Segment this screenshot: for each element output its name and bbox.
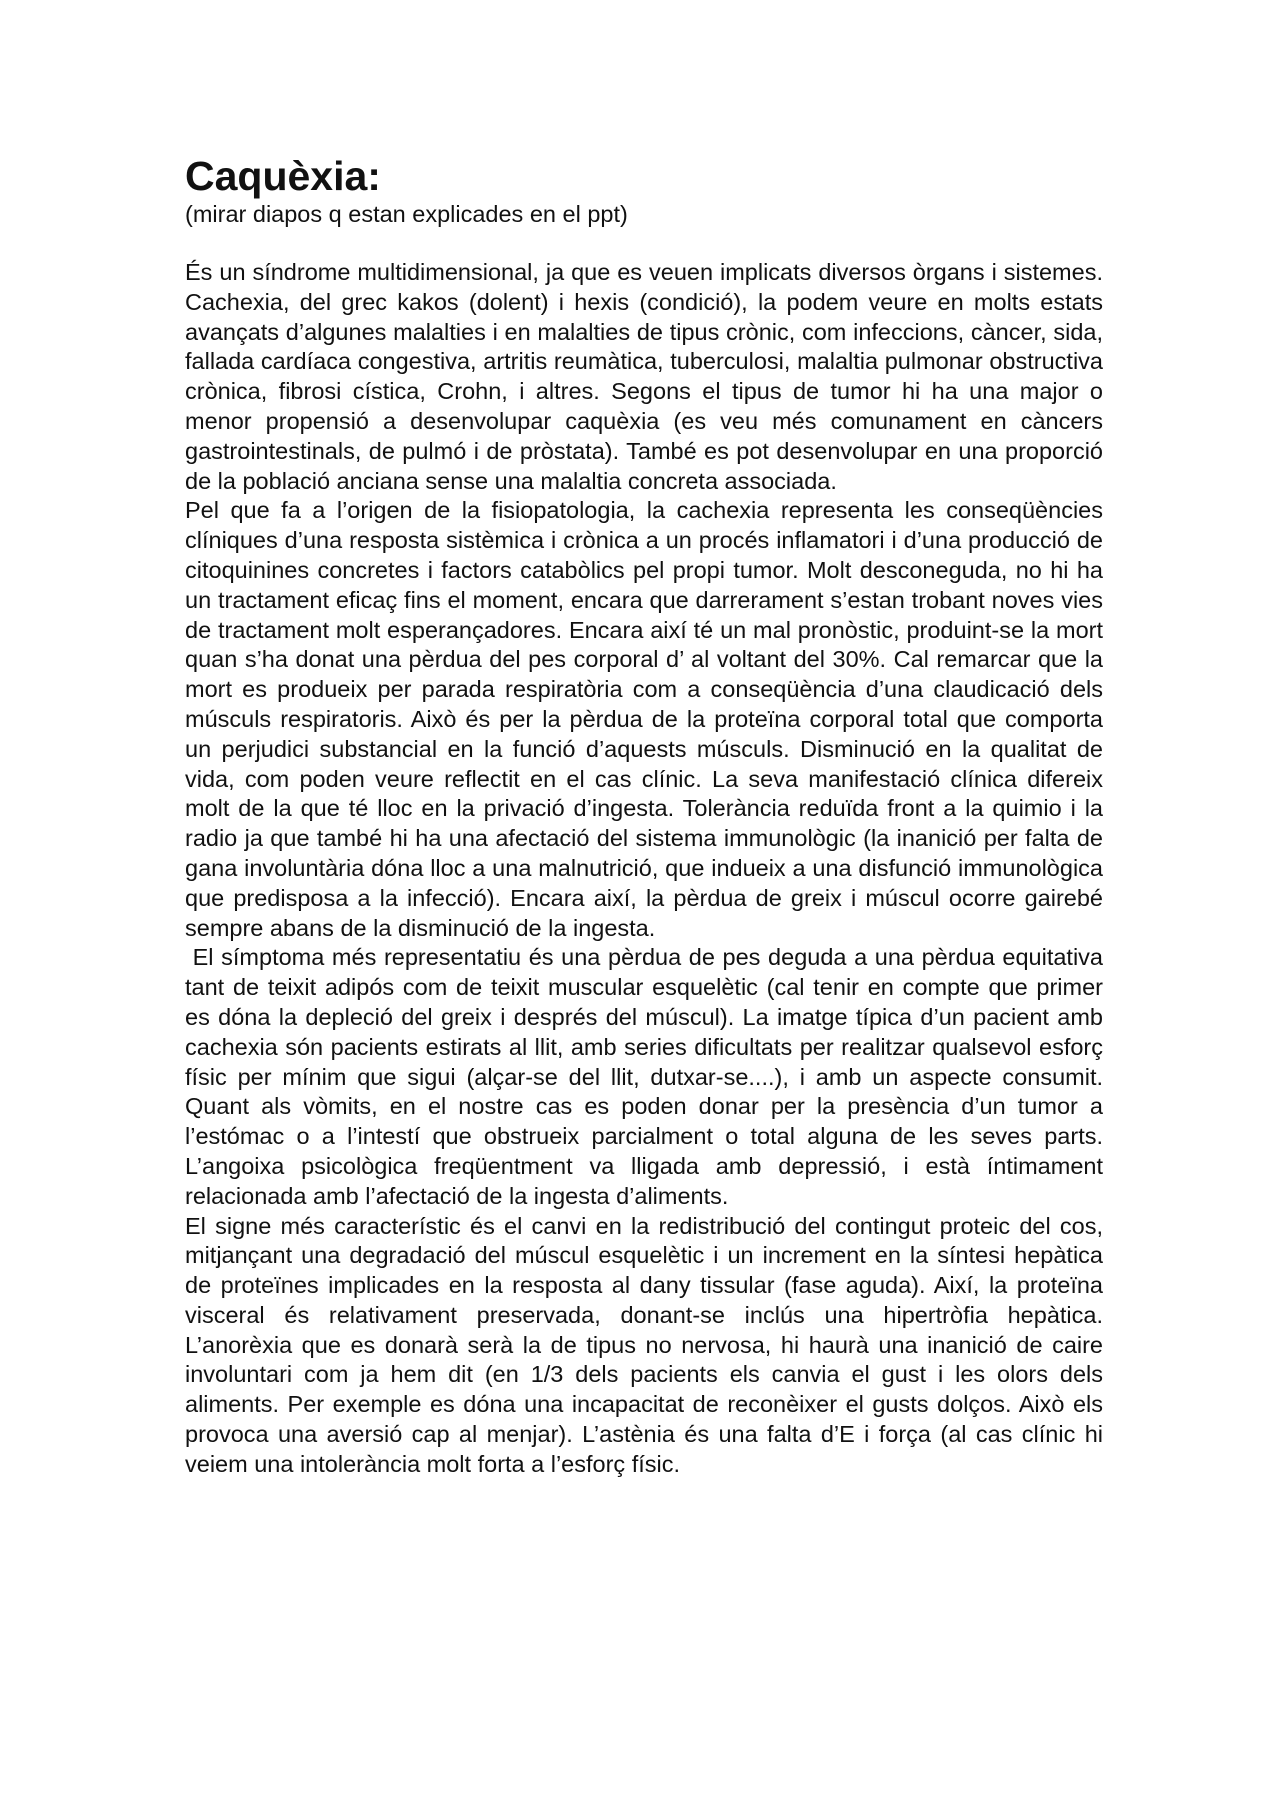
blank-line — [185, 229, 1103, 258]
paragraph-pathophysiology: Pel que fa a l’origen de la fisiopatologia, la cachexia representa les conseqüències clíniques d’una resposta sistèmica i crònica a un procés inflamatori i d’una producció de citoquinines concretes i factors catabòlics pel propi tumor. Molt desconeguda, no hi ha un tractament eficaç fins el moment, encara que darrerament s’estan trobant noves vies de tractament molt esperançadores. Encara així té un mal pronòstic, produint-se la mort quan s’ha donat una pèrdua del pes corporal d’ al voltant del 30%. Cal remarcar que la mort es produeix per parada respiratòria com a conseqüència d’una claudicació dels músculs respiratoris. Això és per la pèrdua de la proteïna corporal total que comporta un perjudici substancial en la funció d’aquests músculs. Disminució en la qualitat de vida, com poden veure reflectit en el cas clínic. La seva manifestació clínica difereix molt de la que té lloc en la privació d’ingesta. Tolerància reduïda front a la quimio i la radio ja que també hi ha una afectació del sistema immunològic (la inanició per falta de gana involuntària dóna lloc a una malnutrició, que indueix a una disfunció immunològica que predisposa a la infecció). Encara així, la pèrdua de greix i múscul ocorre gairebé sempre abans de la disminució de la ingesta. — [185, 497, 1103, 941]
paragraph-signs: El signe més característic és el canvi en la redistribució del contingut proteic del cos, mitjançant una degradació del múscul esquelètic i un increment en la síntesi hepàtica de proteïnes implicades en la resposta al dany tissular (fase aguda). Així, la proteïna visceral és relativament preservada, donant-se inclús una hipertròfia hepàtica. L’anorèxia que es donarà serà la de tipus no nervosa, hi haurà una inanició de caire involuntari com ja hem dit (en 1/3 dels pacients els canvia el gust i les olors dels aliments. Per exemple es dóna una incapacitat de reconèixer el gusts dolços. Això els provoca una aversió cap al menjar). L’astènia és una falta d’E i força (al cas clínic hi veiem una intolerància molt forta a l’esforç físic. — [185, 1212, 1103, 1477]
paragraph-symptoms: El símptoma més representatiu és una pèrdua de pes deguda a una pèrdua equitativa tant de teixit adipós com de teixit muscular esquelètic (cal tenir en compte que primer es dóna la depleció del greix i després del múscul). La imatge típica d’un pacient amb cachexia són pacients estirats al llit, amb series dificultats per realitzar qualsevol esforç físic per mínim que sigui (alçar-se del llit, dutxar-se....), i amb un aspecte consumit. Quant als vòmits, en el nostre cas es poden donar per la presència d’un tumor a l’estómac o a l’intestí que obstrueix parcialment o total alguna de les seves parts. L’angoixa psicològica freqüentment va lligada amb depressió, i està íntimament relacionada amb l’afectació de la ingesta d’aliments. — [185, 944, 1110, 1209]
paragraph-intro: És un síndrome multidimensional, ja que es veuen implicats diversos òrgans i sistemes. Cachexia, del grec kakos (dolent) i hexis (condició), la podem veure en molts estats avançats d’algunes malalties i en malalties de tipus crònic, com infeccions, càncer, sida, fallada cardíaca congestiva, artritis reumàtica, tuberculosi, malaltia pulmonar obstructiva crònica, fibrosi cística, Crohn, i altres. Segons el tipus de tumor hi ha una major o menor propensió a desenvolupar caquèxia (es veu més comunament en càncers gastrointestinals, de pulmó i de pròstata). També es pot desenvolupar en una proporció de la població anciana sense una malaltia concreta associada. — [185, 259, 1103, 494]
document-subtitle: (mirar diapos q estan explicades en el ppt) — [185, 201, 628, 227]
document-title: Caquèxia: — [185, 153, 381, 199]
